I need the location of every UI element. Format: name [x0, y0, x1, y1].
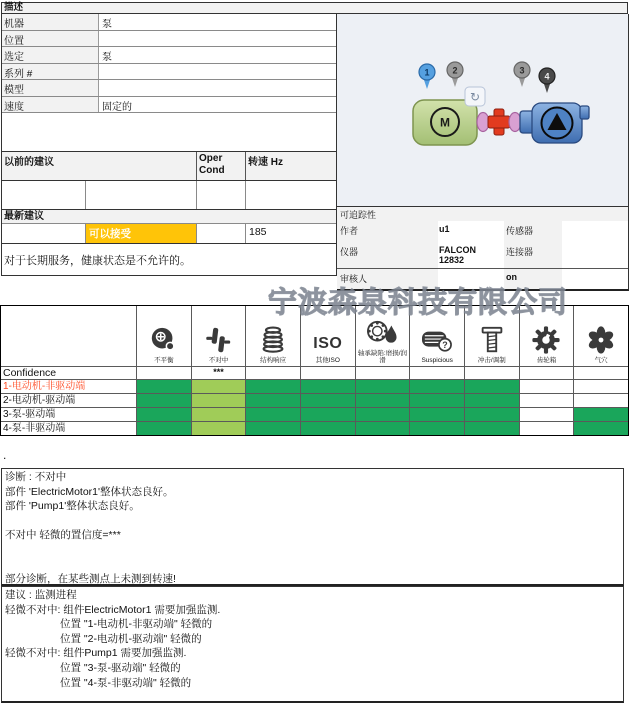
confidence-row-label: Confidence — [1, 366, 136, 379]
confidence-cell: *** — [191, 366, 246, 379]
matrix-cell — [136, 407, 191, 421]
matrix-cell — [409, 421, 464, 435]
diagnosis-line: 部件 'ElectricMotor1'整体状态良好。 — [5, 485, 174, 498]
bearing-defect-icon — [365, 318, 399, 348]
serial-label: 系列 # — [2, 64, 99, 79]
matrix-cell — [245, 379, 300, 393]
point-row-label: 1-电动机-非驱动端 — [1, 379, 136, 393]
confidence-cell — [464, 366, 519, 379]
point-row-label: 4-泵-非驱动端 — [1, 421, 136, 435]
matrix-cell — [355, 407, 410, 421]
column-header-structural-resonance: 结构响应 — [245, 306, 300, 366]
gearbox-icon — [531, 325, 561, 355]
confidence-cell — [573, 366, 628, 379]
traceability-row — [337, 221, 628, 242]
matrix-cell — [136, 379, 191, 393]
matrix-cell — [573, 421, 628, 435]
matrix-cell — [519, 379, 574, 393]
advice-line: 位置 "4-泵-非驱动端" 轻微的 — [60, 676, 192, 689]
point-row-label: 3-泵-驱动端 — [1, 407, 136, 421]
motor-shape — [413, 100, 477, 145]
refresh-button[interactable] — [465, 87, 485, 106]
advice-line: 位置 "3-泵-驱动端" 轻微的 — [60, 661, 181, 674]
latest-advice-header: 最新建议 — [2, 210, 336, 224]
matrix-cell — [300, 407, 355, 421]
matrix-cell — [573, 407, 628, 421]
column-header-gearbox: 齿轮箱 — [519, 306, 574, 366]
matrix-cell — [300, 393, 355, 407]
advice-line: 位置 "1-电动机-非驱动端" 轻微的 — [60, 618, 213, 631]
diagnosis-line — [5, 543, 620, 558]
speed-hz-header: 转速 Hz — [246, 152, 336, 180]
advice-line: 轻微不对中: 组件ElectricMotor1 需要加强监测. — [5, 603, 221, 616]
matrix-cell — [409, 379, 464, 393]
table-row — [2, 47, 336, 64]
previous-advice-header-row — [2, 152, 336, 181]
diagnosis-line: 部分诊断，在某些测点上未测到转速! — [5, 573, 176, 586]
author-label: 作者 — [337, 221, 438, 242]
coupling-shape — [477, 109, 521, 135]
iso-icon: ISO — [313, 335, 343, 352]
connector-label: 连接器 — [504, 242, 562, 268]
matrix-cell — [245, 407, 300, 421]
confidence-cell — [409, 366, 464, 379]
matrix-cell — [191, 379, 246, 393]
table-row — [2, 97, 336, 113]
matrix-cell — [191, 393, 246, 407]
unbalance-icon — [149, 325, 179, 355]
machine-info-table — [1, 14, 337, 276]
matrix-cell — [355, 379, 410, 393]
oper-cond-header: Oper Cond — [197, 152, 246, 180]
selected-label: 选定 — [2, 47, 99, 63]
machine-value: 泵 — [102, 19, 112, 30]
column-header-shock-modulation: 冲击/调制 — [464, 306, 519, 366]
svg-text:3: 3 — [519, 65, 525, 76]
advice-line: 建议 : 监测进程 — [5, 589, 77, 601]
matrix-cell — [519, 393, 574, 407]
reviewer-status: on — [504, 269, 562, 289]
diagnosis-line: 诊断 : 不对中 — [5, 471, 67, 483]
reviewer-label: 审核人 — [337, 269, 438, 289]
matrix-cell — [191, 421, 246, 435]
description-header: 描述 — [1, 2, 628, 14]
svg-text:1: 1 — [424, 67, 430, 78]
svg-text:4: 4 — [544, 71, 550, 82]
company-watermark: 宁波森泉科技有限公司 — [268, 287, 569, 319]
position-value — [99, 31, 336, 46]
instrument-value: FALCON 12832 — [439, 245, 476, 265]
model-value — [99, 80, 336, 96]
matrix-cell — [464, 393, 519, 407]
matrix-cell — [245, 421, 300, 435]
speed-hz-value: 185 — [249, 226, 267, 238]
svg-text:2: 2 — [452, 65, 458, 76]
structural-resonance-icon — [258, 325, 288, 355]
shock-modulation-icon — [477, 325, 507, 355]
cavitation-icon — [586, 325, 616, 355]
matrix-cell — [136, 393, 191, 407]
pump-shape — [520, 103, 589, 143]
diagnostic-matrix-table — [0, 305, 629, 436]
matrix-cell — [245, 393, 300, 407]
speed-label: 速度 — [2, 97, 99, 112]
right-panel — [337, 14, 629, 291]
measurement-point-pin-4[interactable] — [539, 68, 555, 93]
diagnosis-line — [5, 558, 620, 573]
column-header-unbalance: 不平衡 — [136, 306, 191, 366]
table-row — [2, 31, 336, 47]
serial-value — [99, 64, 336, 79]
matrix-cell — [409, 407, 464, 421]
matrix-cell — [355, 421, 410, 435]
empty-cell — [2, 113, 336, 152]
matrix-cell — [300, 379, 355, 393]
matrix-cell — [573, 393, 628, 407]
table-row — [2, 14, 336, 31]
previous-advice-header: 以前的建议 — [2, 152, 197, 180]
advice-line: 位置 "2-电动机-驱动端" 轻微的 — [60, 632, 202, 645]
matrix-cell — [464, 379, 519, 393]
column-header-cavitation: 气穴 — [573, 306, 628, 366]
svg-text:?: ? — [442, 339, 448, 350]
table-row — [2, 80, 336, 97]
diagnosis-line: 部件 'Pump1'整体状态良好。 — [5, 500, 140, 513]
diagnosis-line: 不对中 轻微的置信度=*** — [5, 529, 121, 542]
matrix-cell — [191, 407, 246, 421]
svg-text:M: M — [440, 115, 450, 130]
matrix-cell — [519, 421, 574, 435]
confidence-cell — [355, 366, 410, 379]
matrix-cell — [464, 421, 519, 435]
confidence-cell — [519, 366, 574, 379]
matrix-cell — [355, 393, 410, 407]
selected-value: 泵 — [102, 52, 112, 63]
confidence-cell — [300, 366, 355, 379]
reviewer-value — [438, 269, 504, 289]
measurement-point-pin-1[interactable] — [419, 64, 435, 89]
traceability-row — [337, 242, 628, 268]
health-note: 对于长期服务，健康状态是不允许的。 — [4, 255, 191, 267]
speed-value: 固定的 — [102, 102, 132, 113]
status-badge: 可以接受 — [86, 224, 197, 243]
matrix-corner-cell — [1, 306, 136, 366]
traceability-header: 可追踪性 — [337, 207, 628, 221]
matrix-cell — [409, 393, 464, 407]
diagnosis-line — [5, 514, 620, 529]
model-label: 模型 — [2, 80, 99, 96]
confidence-cell — [136, 366, 191, 379]
matrix-cell — [136, 421, 191, 435]
machine-diagram — [337, 14, 628, 207]
matrix-cell — [519, 407, 574, 421]
misalignment-icon — [203, 325, 233, 355]
column-header-bearing-defect: 轴承缺陷:磨损/润滑 — [355, 306, 410, 366]
table-row — [2, 64, 336, 80]
previous-advice-empty-row — [2, 181, 336, 210]
matrix-cell — [464, 407, 519, 421]
measurement-point-pin-2[interactable] — [447, 62, 463, 87]
advice-box — [1, 586, 624, 703]
advice-line: 轻微不对中: 组件Pump1 需要加强监测. — [5, 647, 187, 660]
sensor-value — [562, 221, 628, 242]
author-value: u1 — [439, 224, 450, 234]
traceability-row — [337, 268, 628, 289]
latest-advice-row — [2, 224, 336, 244]
suspicious-icon — [420, 325, 454, 355]
instrument-label: 仪器 — [337, 242, 438, 268]
machine-label: 机器 — [2, 14, 99, 30]
column-header-other-iso: ISO 其他ISO — [300, 306, 355, 366]
measurement-point-pin-3[interactable] — [514, 62, 530, 87]
connector-value — [562, 242, 628, 268]
sensor-label: 传感器 — [504, 221, 562, 242]
point-row-label: 2-电动机-驱动端 — [1, 393, 136, 407]
confidence-cell — [245, 366, 300, 379]
diagnosis-box — [1, 468, 624, 586]
column-header-suspicious: ? Suspicious — [409, 306, 464, 366]
machine-train-drawing — [337, 14, 629, 207]
stray-dot: . — [3, 448, 7, 462]
position-label: 位置 — [2, 31, 99, 46]
matrix-cell — [573, 379, 628, 393]
svg-text:↻: ↻ — [469, 90, 481, 104]
matrix-cell — [300, 421, 355, 435]
column-header-misalignment: 不对中 — [191, 306, 246, 366]
